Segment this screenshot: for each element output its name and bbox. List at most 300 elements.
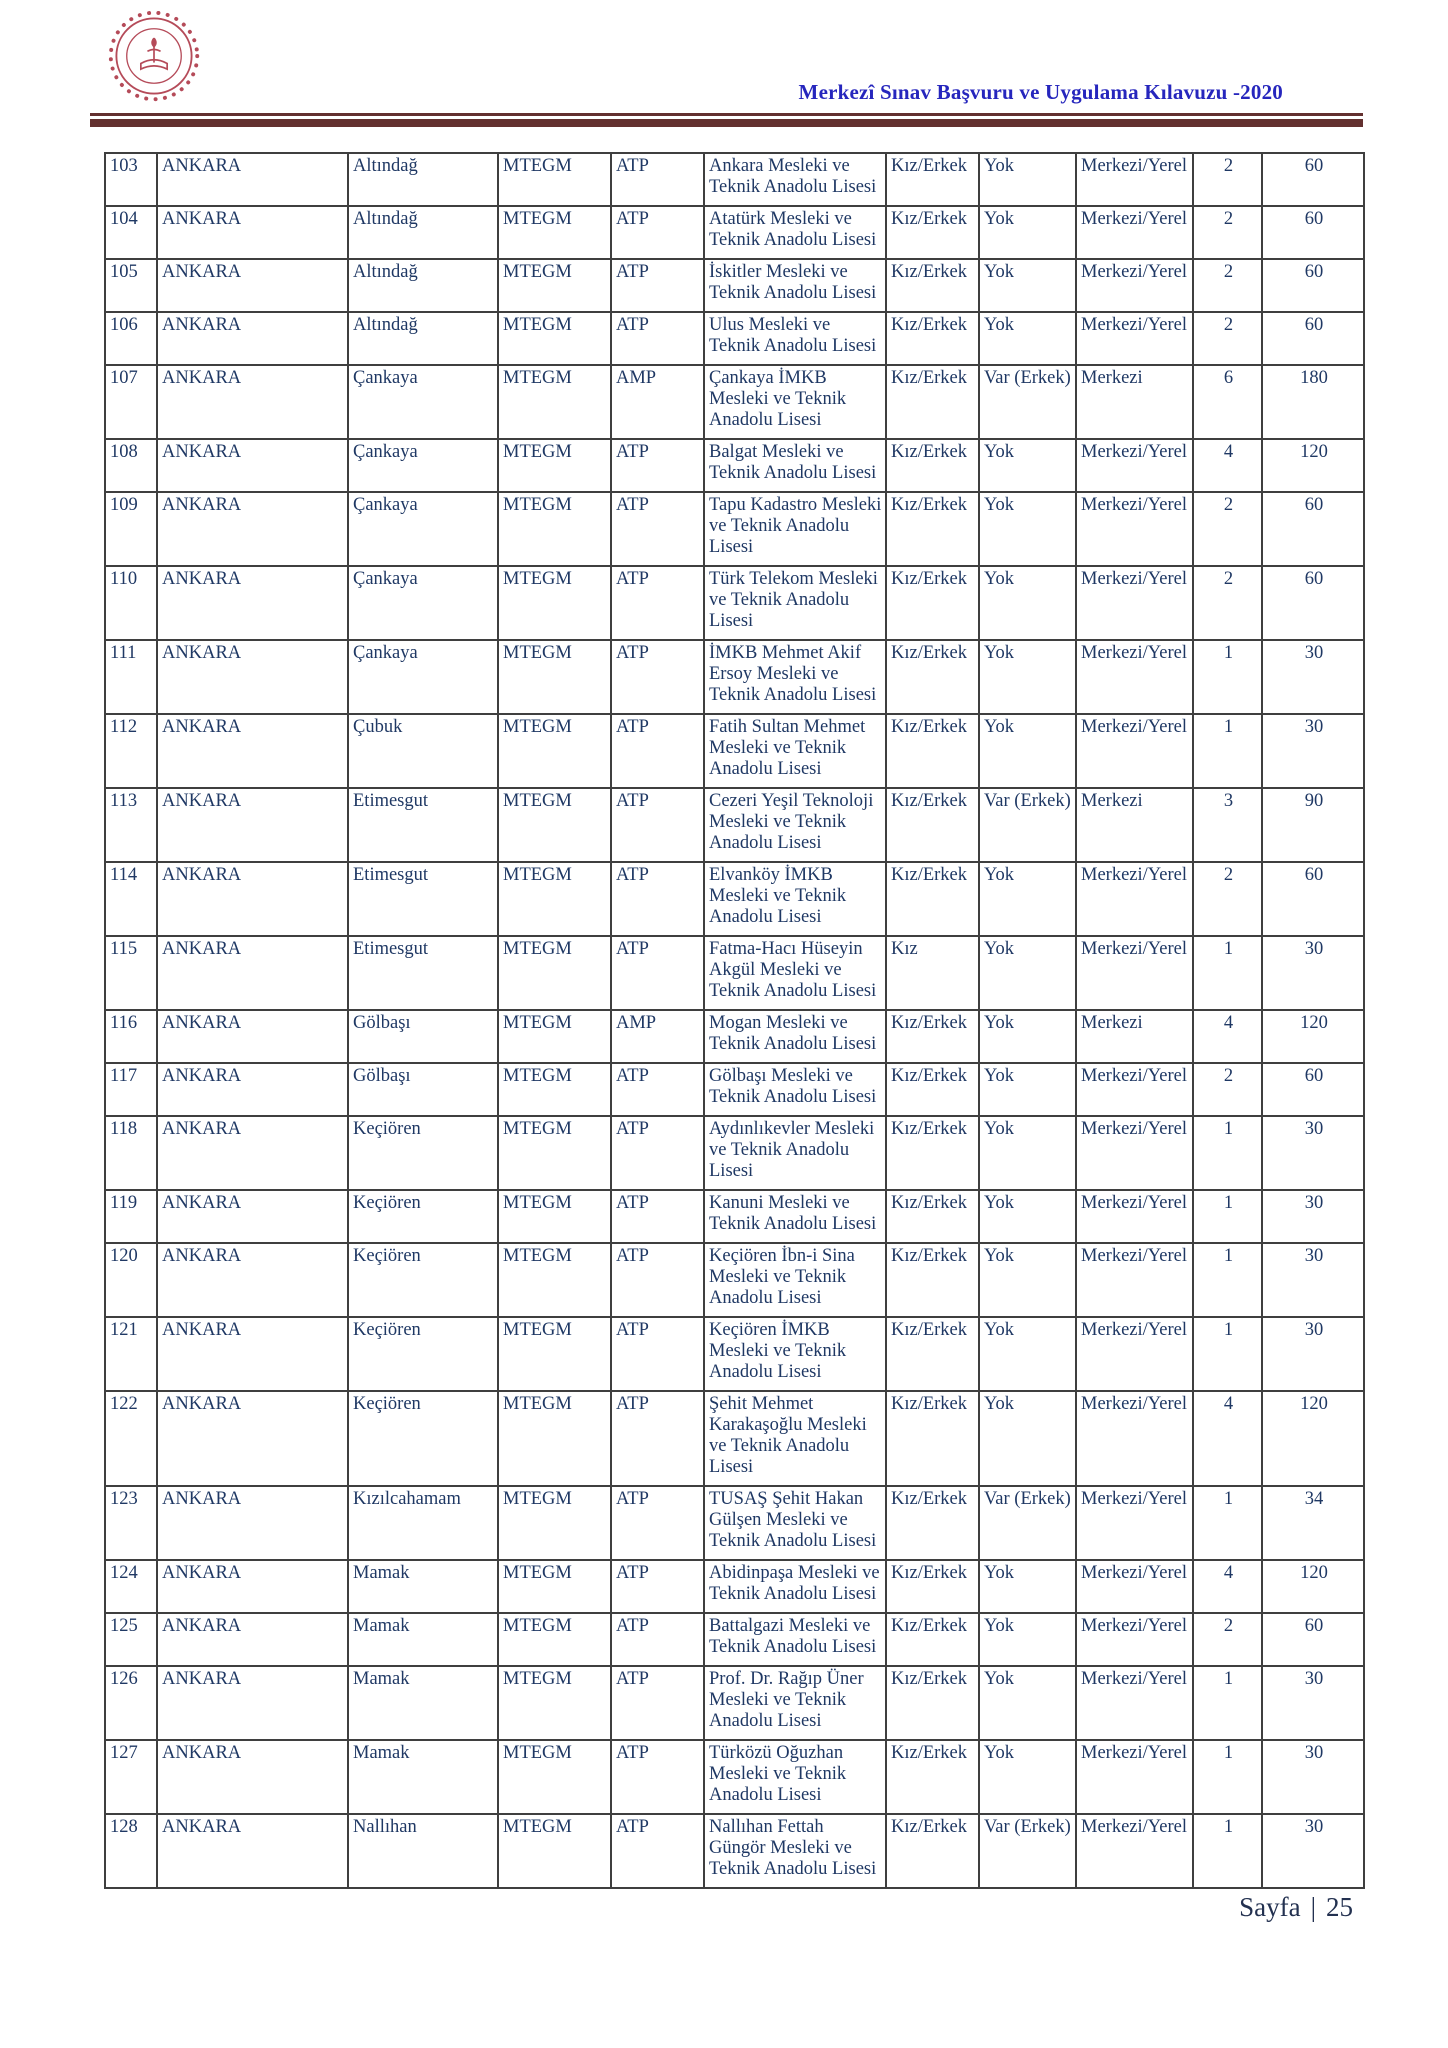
cell-district: Altındağ	[348, 312, 498, 365]
cell-student-count: 60	[1262, 206, 1364, 259]
cell-commission: Merkezi/Yerel	[1076, 936, 1193, 1010]
cell-boarding: Yok	[979, 439, 1076, 492]
cell-student-count: 60	[1262, 312, 1364, 365]
table-row	[105, 1243, 1364, 1317]
cell-district: Gölbaşı	[348, 1010, 498, 1063]
cell-boarding: Yok	[979, 1666, 1076, 1740]
cell-district: Keçiören	[348, 1317, 498, 1391]
cell-province: ANKARA	[157, 1063, 348, 1116]
separator-thick-line	[90, 119, 1363, 127]
cell-hall-count: 1	[1193, 1116, 1262, 1190]
table-row	[105, 1010, 1364, 1063]
cell-province: ANKARA	[157, 1613, 348, 1666]
cell-hall-count: 1	[1193, 1740, 1262, 1814]
cell-directorate: MTEGM	[498, 862, 611, 936]
cell-gender: Kız/Erkek	[886, 1116, 979, 1190]
cell-school-name: Battalgazi Mesleki ve Teknik Anadolu Lisesi	[704, 1613, 886, 1666]
cell-directorate: MTEGM	[498, 1317, 611, 1391]
cell-gender: Kız	[886, 936, 979, 1010]
cell-directorate: MTEGM	[498, 312, 611, 365]
cell-province: ANKARA	[157, 312, 348, 365]
cell-district: Çankaya	[348, 439, 498, 492]
cell-gender: Kız/Erkek	[886, 1010, 979, 1063]
cell-directorate: MTEGM	[498, 1010, 611, 1063]
cell-school-name: Balgat Mesleki ve Teknik Anadolu Lisesi	[704, 439, 886, 492]
cell-school-name: İMKB Mehmet Akif Ersoy Mesleki ve Teknik Anadolu Lisesi	[704, 640, 886, 714]
cell-row-number: 111	[105, 640, 157, 714]
cell-hall-count: 1	[1193, 640, 1262, 714]
cell-boarding: Var (Erkek)	[979, 365, 1076, 439]
cell-school-type: ATP	[611, 1243, 704, 1317]
cell-school-name: Kanuni Mesleki ve Teknik Anadolu Lisesi	[704, 1190, 886, 1243]
cell-row-number: 124	[105, 1560, 157, 1613]
cell-district: Etimesgut	[348, 936, 498, 1010]
cell-commission: Merkezi/Yerel	[1076, 259, 1193, 312]
table-row	[105, 714, 1364, 788]
cell-hall-count: 1	[1193, 1666, 1262, 1740]
cell-district: Keçiören	[348, 1190, 498, 1243]
cell-gender: Kız/Erkek	[886, 1190, 979, 1243]
cell-hall-count: 1	[1193, 1814, 1262, 1888]
cell-boarding: Yok	[979, 566, 1076, 640]
cell-district: Keçiören	[348, 1243, 498, 1317]
cell-student-count: 60	[1262, 1063, 1364, 1116]
cell-student-count: 60	[1262, 492, 1364, 566]
cell-commission: Merkezi/Yerel	[1076, 206, 1193, 259]
cell-hall-count: 4	[1193, 1010, 1262, 1063]
cell-boarding: Yok	[979, 1613, 1076, 1666]
cell-directorate: MTEGM	[498, 566, 611, 640]
cell-district: Altındağ	[348, 206, 498, 259]
cell-school-name: Ulus Mesleki ve Teknik Anadolu Lisesi	[704, 312, 886, 365]
cell-gender: Kız/Erkek	[886, 788, 979, 862]
cell-school-name: Fatih Sultan Mehmet Mesleki ve Teknik Anadolu Lisesi	[704, 714, 886, 788]
cell-school-type: ATP	[611, 492, 704, 566]
cell-boarding: Yok	[979, 1063, 1076, 1116]
cell-school-type: ATP	[611, 1063, 704, 1116]
cell-hall-count: 1	[1193, 714, 1262, 788]
cell-directorate: MTEGM	[498, 439, 611, 492]
cell-district: Çubuk	[348, 714, 498, 788]
cell-school-type: ATP	[611, 1391, 704, 1486]
cell-hall-count: 2	[1193, 312, 1262, 365]
cell-gender: Kız/Erkek	[886, 1317, 979, 1391]
cell-gender: Kız/Erkek	[886, 640, 979, 714]
cell-hall-count: 2	[1193, 206, 1262, 259]
cell-row-number: 118	[105, 1116, 157, 1190]
cell-boarding: Yok	[979, 1010, 1076, 1063]
cell-province: ANKARA	[157, 1116, 348, 1190]
cell-province: ANKARA	[157, 259, 348, 312]
schools-table	[104, 152, 1365, 1889]
cell-gender: Kız/Erkek	[886, 153, 979, 206]
cell-school-type: ATP	[611, 259, 704, 312]
cell-district: Çankaya	[348, 566, 498, 640]
cell-province: ANKARA	[157, 1243, 348, 1317]
cell-school-name: Prof. Dr. Rağıp Üner Mesleki ve Teknik Anadolu Lisesi	[704, 1666, 886, 1740]
cell-commission: Merkezi/Yerel	[1076, 1666, 1193, 1740]
cell-row-number: 120	[105, 1243, 157, 1317]
cell-school-name: TUSAŞ Şehit Hakan Gülşen Mesleki ve Teknik Anadolu Lisesi	[704, 1486, 886, 1560]
cell-gender: Kız/Erkek	[886, 1063, 979, 1116]
cell-gender: Kız/Erkek	[886, 1243, 979, 1317]
cell-district: Nallıhan	[348, 1814, 498, 1888]
cell-commission: Merkezi/Yerel	[1076, 1243, 1193, 1317]
table-row	[105, 1486, 1364, 1560]
cell-commission: Merkezi/Yerel	[1076, 492, 1193, 566]
cell-school-type: ATP	[611, 1814, 704, 1888]
cell-student-count: 30	[1262, 1243, 1364, 1317]
table-row	[105, 1190, 1364, 1243]
cell-province: ANKARA	[157, 1317, 348, 1391]
cell-row-number: 121	[105, 1317, 157, 1391]
cell-boarding: Yok	[979, 153, 1076, 206]
cell-province: ANKARA	[157, 862, 348, 936]
cell-commission: Merkezi	[1076, 1010, 1193, 1063]
cell-province: ANKARA	[157, 1814, 348, 1888]
cell-commission: Merkezi/Yerel	[1076, 1814, 1193, 1888]
cell-directorate: MTEGM	[498, 259, 611, 312]
cell-boarding: Yok	[979, 1190, 1076, 1243]
cell-hall-count: 2	[1193, 492, 1262, 566]
cell-district: Çankaya	[348, 640, 498, 714]
cell-school-name: Fatma-Hacı Hüseyin Akgül Mesleki ve Teknik Anadolu Lisesi	[704, 936, 886, 1010]
table-row	[105, 365, 1364, 439]
table-row	[105, 1116, 1364, 1190]
cell-commission: Merkezi/Yerel	[1076, 1391, 1193, 1486]
cell-commission: Merkezi/Yerel	[1076, 862, 1193, 936]
cell-directorate: MTEGM	[498, 1740, 611, 1814]
cell-student-count: 60	[1262, 259, 1364, 312]
cell-district: Etimesgut	[348, 862, 498, 936]
cell-student-count: 120	[1262, 1560, 1364, 1613]
table-row	[105, 1560, 1364, 1613]
cell-boarding: Yok	[979, 640, 1076, 714]
cell-commission: Merkezi/Yerel	[1076, 1740, 1193, 1814]
cell-commission: Merkezi/Yerel	[1076, 714, 1193, 788]
cell-boarding: Yok	[979, 1560, 1076, 1613]
cell-province: ANKARA	[157, 566, 348, 640]
cell-hall-count: 2	[1193, 259, 1262, 312]
cell-gender: Kız/Erkek	[886, 1814, 979, 1888]
cell-student-count: 30	[1262, 640, 1364, 714]
cell-row-number: 110	[105, 566, 157, 640]
cell-row-number: 112	[105, 714, 157, 788]
cell-school-name: Keçiören İMKB Mesleki ve Teknik Anadolu Lisesi	[704, 1317, 886, 1391]
cell-district: Keçiören	[348, 1116, 498, 1190]
cell-province: ANKARA	[157, 439, 348, 492]
table-row	[105, 640, 1364, 714]
cell-row-number: 115	[105, 936, 157, 1010]
cell-boarding: Yok	[979, 492, 1076, 566]
cell-gender: Kız/Erkek	[886, 259, 979, 312]
cell-row-number: 106	[105, 312, 157, 365]
cell-hall-count: 2	[1193, 862, 1262, 936]
cell-district: Altındağ	[348, 153, 498, 206]
cell-district: Mamak	[348, 1613, 498, 1666]
cell-row-number: 107	[105, 365, 157, 439]
cell-school-name: Tapu Kadastro Mesleki ve Teknik Anadolu Lisesi	[704, 492, 886, 566]
cell-hall-count: 2	[1193, 153, 1262, 206]
cell-directorate: MTEGM	[498, 1486, 611, 1560]
table-row	[105, 312, 1364, 365]
cell-row-number: 126	[105, 1666, 157, 1740]
header-separator	[90, 113, 1363, 127]
cell-boarding: Var (Erkek)	[979, 788, 1076, 862]
cell-student-count: 120	[1262, 1010, 1364, 1063]
cell-gender: Kız/Erkek	[886, 206, 979, 259]
cell-commission: Merkezi/Yerel	[1076, 1486, 1193, 1560]
cell-student-count: 34	[1262, 1486, 1364, 1560]
cell-hall-count: 2	[1193, 1063, 1262, 1116]
cell-commission: Merkezi/Yerel	[1076, 439, 1193, 492]
cell-school-type: ATP	[611, 1613, 704, 1666]
cell-school-name: Elvanköy İMKB Mesleki ve Teknik Anadolu Lisesi	[704, 862, 886, 936]
cell-commission: Merkezi/Yerel	[1076, 640, 1193, 714]
cell-gender: Kız/Erkek	[886, 714, 979, 788]
cell-commission: Merkezi/Yerel	[1076, 1116, 1193, 1190]
cell-row-number: 122	[105, 1391, 157, 1486]
cell-commission: Merkezi/Yerel	[1076, 153, 1193, 206]
cell-boarding: Yok	[979, 936, 1076, 1010]
cell-student-count: 60	[1262, 862, 1364, 936]
footer-separator: |	[1310, 1892, 1316, 1922]
page-footer	[1239, 1892, 1353, 1923]
cell-school-type: ATP	[611, 1740, 704, 1814]
table-row	[105, 1666, 1364, 1740]
cell-row-number: 113	[105, 788, 157, 862]
schools-table-body	[105, 153, 1364, 1888]
cell-school-name: Mogan Mesleki ve Teknik Anadolu Lisesi	[704, 1010, 886, 1063]
cell-commission: Merkezi/Yerel	[1076, 1613, 1193, 1666]
cell-gender: Kız/Erkek	[886, 862, 979, 936]
cell-school-name: Atatürk Mesleki ve Teknik Anadolu Lisesi	[704, 206, 886, 259]
cell-student-count: 120	[1262, 1391, 1364, 1486]
cell-directorate: MTEGM	[498, 788, 611, 862]
cell-gender: Kız/Erkek	[886, 1666, 979, 1740]
cell-boarding: Var (Erkek)	[979, 1486, 1076, 1560]
cell-province: ANKARA	[157, 936, 348, 1010]
cell-boarding: Yok	[979, 862, 1076, 936]
cell-row-number: 116	[105, 1010, 157, 1063]
cell-hall-count: 1	[1193, 1317, 1262, 1391]
cell-province: ANKARA	[157, 1560, 348, 1613]
footer-label: Sayfa	[1239, 1892, 1301, 1922]
cell-boarding: Yok	[979, 1116, 1076, 1190]
cell-district: Gölbaşı	[348, 1063, 498, 1116]
cell-commission: Merkezi	[1076, 788, 1193, 862]
cell-commission: Merkezi/Yerel	[1076, 1190, 1193, 1243]
cell-school-type: ATP	[611, 1116, 704, 1190]
cell-school-name: Türközü Oğuzhan Mesleki ve Teknik Anadolu Lisesi	[704, 1740, 886, 1814]
table-row	[105, 1063, 1364, 1116]
table-row	[105, 1613, 1364, 1666]
cell-hall-count: 1	[1193, 936, 1262, 1010]
cell-province: ANKARA	[157, 1666, 348, 1740]
cell-directorate: MTEGM	[498, 492, 611, 566]
cell-province: ANKARA	[157, 365, 348, 439]
table-row	[105, 1391, 1364, 1486]
cell-hall-count: 4	[1193, 1560, 1262, 1613]
cell-row-number: 128	[105, 1814, 157, 1888]
cell-hall-count: 4	[1193, 439, 1262, 492]
cell-school-name: Nallıhan Fettah Güngör Mesleki ve Teknik Anadolu Lisesi	[704, 1814, 886, 1888]
cell-boarding: Yok	[979, 312, 1076, 365]
cell-school-name: Türk Telekom Mesleki ve Teknik Anadolu Lisesi	[704, 566, 886, 640]
cell-school-type: ATP	[611, 206, 704, 259]
cell-gender: Kız/Erkek	[886, 1560, 979, 1613]
cell-district: Altındağ	[348, 259, 498, 312]
cell-student-count: 30	[1262, 1740, 1364, 1814]
cell-directorate: MTEGM	[498, 640, 611, 714]
cell-school-name: Şehit Mehmet Karakaşoğlu Mesleki ve Teknik Anadolu Lisesi	[704, 1391, 886, 1486]
cell-gender: Kız/Erkek	[886, 492, 979, 566]
table-row	[105, 439, 1364, 492]
cell-district: Mamak	[348, 1666, 498, 1740]
cell-row-number: 103	[105, 153, 157, 206]
cell-gender: Kız/Erkek	[886, 312, 979, 365]
cell-gender: Kız/Erkek	[886, 1740, 979, 1814]
cell-district: Mamak	[348, 1560, 498, 1613]
cell-boarding: Yok	[979, 714, 1076, 788]
cell-directorate: MTEGM	[498, 1666, 611, 1740]
cell-commission: Merkezi/Yerel	[1076, 1560, 1193, 1613]
cell-school-type: ATP	[611, 640, 704, 714]
cell-student-count: 30	[1262, 1190, 1364, 1243]
cell-school-type: ATP	[611, 153, 704, 206]
table-row	[105, 206, 1364, 259]
cell-province: ANKARA	[157, 788, 348, 862]
cell-province: ANKARA	[157, 153, 348, 206]
cell-row-number: 123	[105, 1486, 157, 1560]
cell-school-type: ATP	[611, 439, 704, 492]
cell-commission: Merkezi/Yerel	[1076, 1063, 1193, 1116]
cell-commission: Merkezi/Yerel	[1076, 312, 1193, 365]
cell-directorate: MTEGM	[498, 714, 611, 788]
cell-district: Çankaya	[348, 492, 498, 566]
cell-school-type: ATP	[611, 1666, 704, 1740]
cell-school-type: ATP	[611, 788, 704, 862]
cell-row-number: 117	[105, 1063, 157, 1116]
table-row	[105, 492, 1364, 566]
cell-directorate: MTEGM	[498, 365, 611, 439]
cell-row-number: 108	[105, 439, 157, 492]
cell-hall-count: 6	[1193, 365, 1262, 439]
cell-hall-count: 1	[1193, 1486, 1262, 1560]
cell-commission: Merkezi/Yerel	[1076, 566, 1193, 640]
cell-boarding: Yok	[979, 1391, 1076, 1486]
cell-gender: Kız/Erkek	[886, 439, 979, 492]
cell-school-name: Çankaya İMKB Mesleki ve Teknik Anadolu Lisesi	[704, 365, 886, 439]
cell-row-number: 125	[105, 1613, 157, 1666]
cell-gender: Kız/Erkek	[886, 1391, 979, 1486]
cell-province: ANKARA	[157, 640, 348, 714]
cell-province: ANKARA	[157, 206, 348, 259]
table-row	[105, 153, 1364, 206]
cell-gender: Kız/Erkek	[886, 365, 979, 439]
cell-province: ANKARA	[157, 1010, 348, 1063]
cell-directorate: MTEGM	[498, 1391, 611, 1486]
cell-directorate: MTEGM	[498, 1116, 611, 1190]
cell-school-name: Ankara Mesleki ve Teknik Anadolu Lisesi	[704, 153, 886, 206]
table-row	[105, 788, 1364, 862]
cell-student-count: 30	[1262, 1666, 1364, 1740]
cell-commission: Merkezi	[1076, 365, 1193, 439]
document-title: Merkezî Sınav Başvuru ve Uygulama Kılavuzu -2020	[798, 80, 1283, 104]
cell-boarding: Var (Erkek)	[979, 1814, 1076, 1888]
cell-district: Kızılcahamam	[348, 1486, 498, 1560]
cell-school-type: AMP	[611, 365, 704, 439]
cell-school-type: ATP	[611, 1486, 704, 1560]
cell-student-count: 60	[1262, 566, 1364, 640]
cell-student-count: 30	[1262, 714, 1364, 788]
cell-school-name: Gölbaşı Mesleki ve Teknik Anadolu Lisesi	[704, 1063, 886, 1116]
table-row	[105, 259, 1364, 312]
cell-school-name: İskitler Mesleki ve Teknik Anadolu Lisesi	[704, 259, 886, 312]
cell-gender: Kız/Erkek	[886, 1613, 979, 1666]
cell-boarding: Yok	[979, 259, 1076, 312]
cell-directorate: MTEGM	[498, 1063, 611, 1116]
cell-directorate: MTEGM	[498, 1560, 611, 1613]
cell-row-number: 109	[105, 492, 157, 566]
cell-school-type: ATP	[611, 312, 704, 365]
table-row	[105, 1740, 1364, 1814]
cell-row-number: 114	[105, 862, 157, 936]
cell-hall-count: 2	[1193, 566, 1262, 640]
cell-school-type: ATP	[611, 566, 704, 640]
cell-gender: Kız/Erkek	[886, 1486, 979, 1560]
cell-student-count: 60	[1262, 153, 1364, 206]
cell-student-count: 180	[1262, 365, 1364, 439]
cell-province: ANKARA	[157, 1190, 348, 1243]
cell-province: ANKARA	[157, 1740, 348, 1814]
cell-student-count: 30	[1262, 936, 1364, 1010]
table-row	[105, 1814, 1364, 1888]
cell-district: Çankaya	[348, 365, 498, 439]
cell-school-type: AMP	[611, 1010, 704, 1063]
cell-student-count: 30	[1262, 1814, 1364, 1888]
cell-district: Etimesgut	[348, 788, 498, 862]
cell-gender: Kız/Erkek	[886, 566, 979, 640]
cell-school-type: ATP	[611, 714, 704, 788]
cell-student-count: 30	[1262, 1116, 1364, 1190]
cell-hall-count: 4	[1193, 1391, 1262, 1486]
cell-school-name: Abidinpaşa Mesleki ve Teknik Anadolu Lisesi	[704, 1560, 886, 1613]
cell-student-count: 90	[1262, 788, 1364, 862]
cell-district: Mamak	[348, 1740, 498, 1814]
cell-directorate: MTEGM	[498, 1814, 611, 1888]
cell-row-number: 119	[105, 1190, 157, 1243]
torch-book-crest	[141, 38, 167, 69]
cell-student-count: 120	[1262, 439, 1364, 492]
cell-province: ANKARA	[157, 714, 348, 788]
cell-boarding: Yok	[979, 1740, 1076, 1814]
cell-row-number: 127	[105, 1740, 157, 1814]
cell-province: ANKARA	[157, 1486, 348, 1560]
cell-boarding: Yok	[979, 1243, 1076, 1317]
table-row	[105, 566, 1364, 640]
cell-directorate: MTEGM	[498, 1613, 611, 1666]
cell-boarding: Yok	[979, 1317, 1076, 1391]
page-number: 25	[1326, 1892, 1353, 1922]
cell-hall-count: 3	[1193, 788, 1262, 862]
cell-row-number: 104	[105, 206, 157, 259]
cell-school-name: Keçiören İbn-i Sina Mesleki ve Teknik Anadolu Lisesi	[704, 1243, 886, 1317]
cell-province: ANKARA	[157, 1391, 348, 1486]
table-row	[105, 1317, 1364, 1391]
cell-directorate: MTEGM	[498, 206, 611, 259]
cell-hall-count: 1	[1193, 1243, 1262, 1317]
